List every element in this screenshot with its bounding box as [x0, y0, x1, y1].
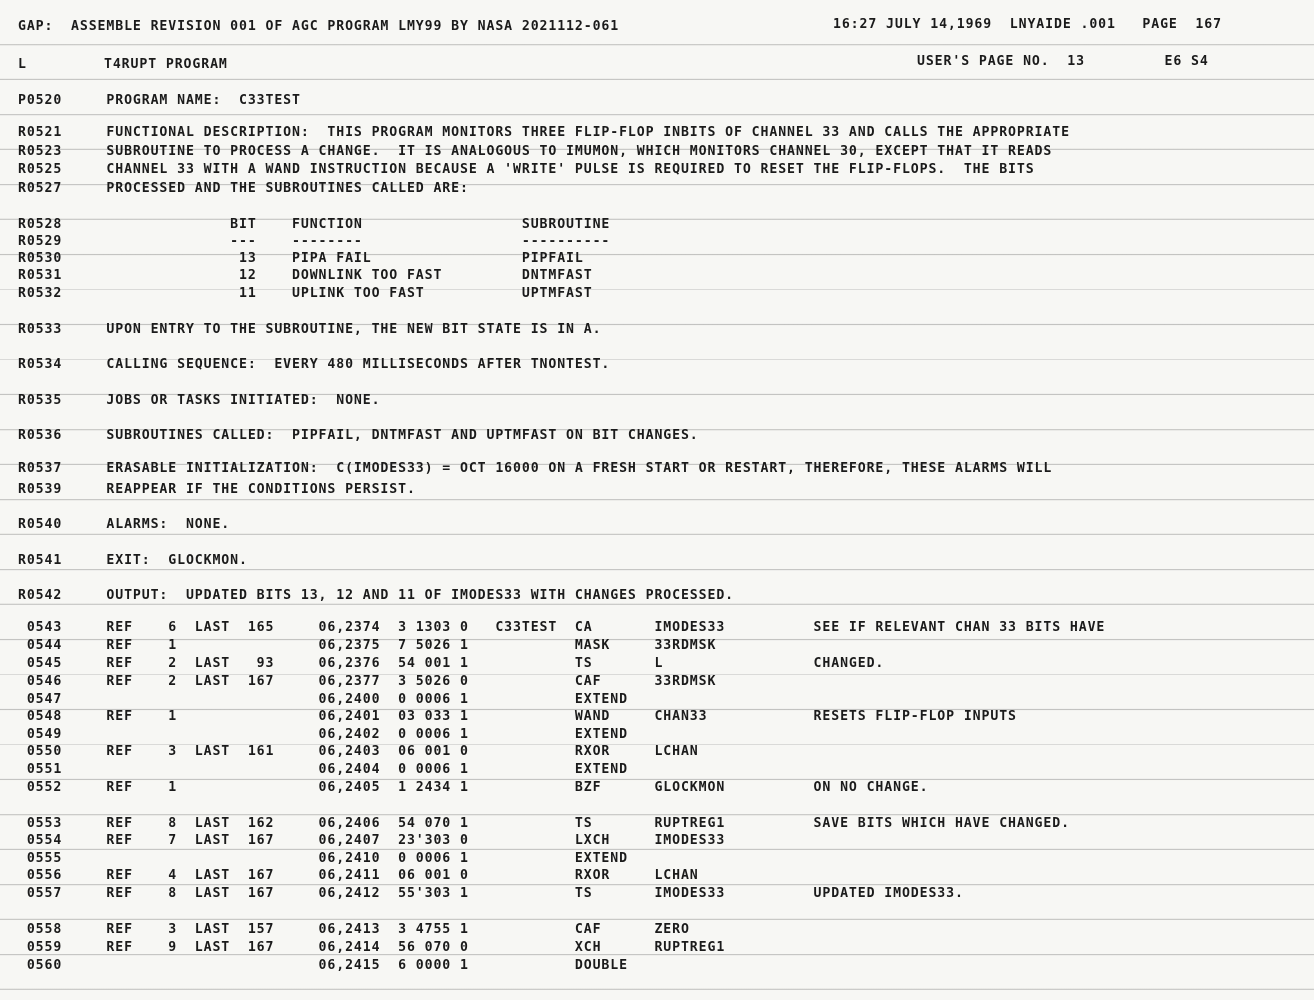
header-user-page: USER'S PAGE NO. 13 E6 S4	[917, 54, 1209, 69]
code-line: 0545 REF 2 LAST 93 06,2376 54 001 1 TS L CHANGED.	[18, 656, 885, 671]
code-line: 0555 06,2410 0 0006 1 EXTEND	[18, 851, 628, 866]
code-line: 0554 REF 7 LAST 167 06,2407 23'303 0 LXCH IMODES33	[18, 833, 726, 848]
listing-line: R0542 OUTPUT: UPDATED BITS 13, 12 AND 11 OF IMODES33 WITH CHANGES PROCESSED.	[18, 588, 735, 603]
code-line: 0550 REF 3 LAST 161 06,2403 06 001 0 RXOR LCHAN	[18, 744, 699, 759]
listing-line: R0534 CALLING SEQUENCE: EVERY 480 MILLISECONDS AFTER TNONTEST.	[18, 357, 611, 372]
listing-line: R0537 ERASABLE INITIALIZATION: C(IMODES33) = OCT 16000 ON A FRESH START OR RESTART, THEREFORE, THESE ALARMS WILL	[18, 461, 1053, 476]
listing-line: R0535 JOBS OR TASKS INITIATED: NONE.	[18, 393, 381, 408]
listing-line: R0527 PROCESSED AND THE SUBROUTINES CALLED ARE:	[18, 181, 469, 196]
code-line: 0560 06,2415 6 0000 1 DOUBLE	[18, 958, 628, 973]
listing-line: R0536 SUBROUTINES CALLED: PIPFAIL, DNTMFAST AND UPTMFAST ON BIT CHANGES.	[18, 428, 699, 443]
listing-line: R0530 13 PIPA FAIL PIPFAIL	[18, 251, 584, 266]
listing-line: R0533 UPON ENTRY TO THE SUBROUTINE, THE NEW BIT STATE IS IN A.	[18, 322, 602, 337]
code-line: 0552 REF 1 06,2405 1 2434 1 BZF GLOCKMON ON NO CHANGE.	[18, 780, 929, 795]
code-line: 0559 REF 9 LAST 167 06,2414 56 070 0 XCH RUPTREG1	[18, 940, 726, 955]
listing-line: R0539 REAPPEAR IF THE CONDITIONS PERSIST.	[18, 482, 416, 497]
listing-line: R0525 CHANNEL 33 WITH A WAND INSTRUCTION BECAUSE A 'WRITE' PULSE IS REQUIRED TO RESET THE FLIP-FLOPS. THE BITS	[18, 162, 1035, 177]
code-line: 0558 REF 3 LAST 157 06,2413 3 4755 1 CAF ZERO	[18, 922, 690, 937]
code-line: 0548 REF 1 06,2401 03 033 1 WAND CHAN33 RESETS FLIP-FLOP INPUTS	[18, 709, 1017, 724]
listing-line: R0529 --- -------- ----------	[18, 234, 611, 249]
header-assemble-line: GAP: ASSEMBLE REVISION 001 OF AGC PROGRAM LMY99 BY NASA 2021112-061	[18, 19, 620, 34]
listing-line: P0520 PROGRAM NAME: C33TEST	[18, 93, 301, 108]
listing-line: R0528 BIT FUNCTION SUBROUTINE	[18, 217, 611, 232]
header-log-marker: L	[18, 57, 27, 72]
listing-line: R0540 ALARMS: NONE.	[18, 517, 231, 532]
code-line: 0557 REF 8 LAST 167 06,2412 55'303 1 TS IMODES33 UPDATED IMODES33.	[18, 886, 964, 901]
listing-line: R0521 FUNCTIONAL DESCRIPTION: THIS PROGRAM MONITORS THREE FLIP-FLOP INBITS OF CHANNEL 33 AND CALLS THE APPROPRIATE	[18, 125, 1070, 140]
listing-line: R0523 SUBROUTINE TO PROCESS A CHANGE. IT IS ANALOGOUS TO IMUMON, WHICH MONITORS CHANNEL 30, EXCEPT THAT IT READS	[18, 144, 1053, 159]
code-line: 0544 REF 1 06,2375 7 5026 1 MASK 33RDMSK	[18, 638, 717, 653]
header-section-title: T4RUPT PROGRAM	[104, 57, 228, 72]
code-line: 0556 REF 4 LAST 167 06,2411 06 001 0 RXOR LCHAN	[18, 868, 699, 883]
header-date-page: 16:27 JULY 14,1969 LNYAIDE .001 PAGE 167	[833, 17, 1222, 32]
code-line: 0547 06,2400 0 0006 1 EXTEND	[18, 692, 628, 707]
listing-line: R0532 11 UPLINK TOO FAST UPTMFAST	[18, 286, 593, 301]
code-line: 0546 REF 2 LAST 167 06,2377 3 5026 0 CAF 33RDMSK	[18, 674, 717, 689]
listing-line: R0541 EXIT: GLOCKMON.	[18, 553, 248, 568]
code-line: 0553 REF 8 LAST 162 06,2406 54 070 1 TS RUPTREG1 SAVE BITS WHICH HAVE CHANGED.	[18, 816, 1070, 831]
code-line: 0543 REF 6 LAST 165 06,2374 3 1303 0 C33TEST CA IMODES33 SEE IF RELEVANT CHAN 33 BITS HAVE	[18, 620, 1106, 635]
code-line: 0551 06,2404 0 0006 1 EXTEND	[18, 762, 628, 777]
code-line: 0549 06,2402 0 0006 1 EXTEND	[18, 727, 628, 742]
listing-line: R0531 12 DOWNLINK TOO FAST DNTMFAST	[18, 268, 593, 283]
